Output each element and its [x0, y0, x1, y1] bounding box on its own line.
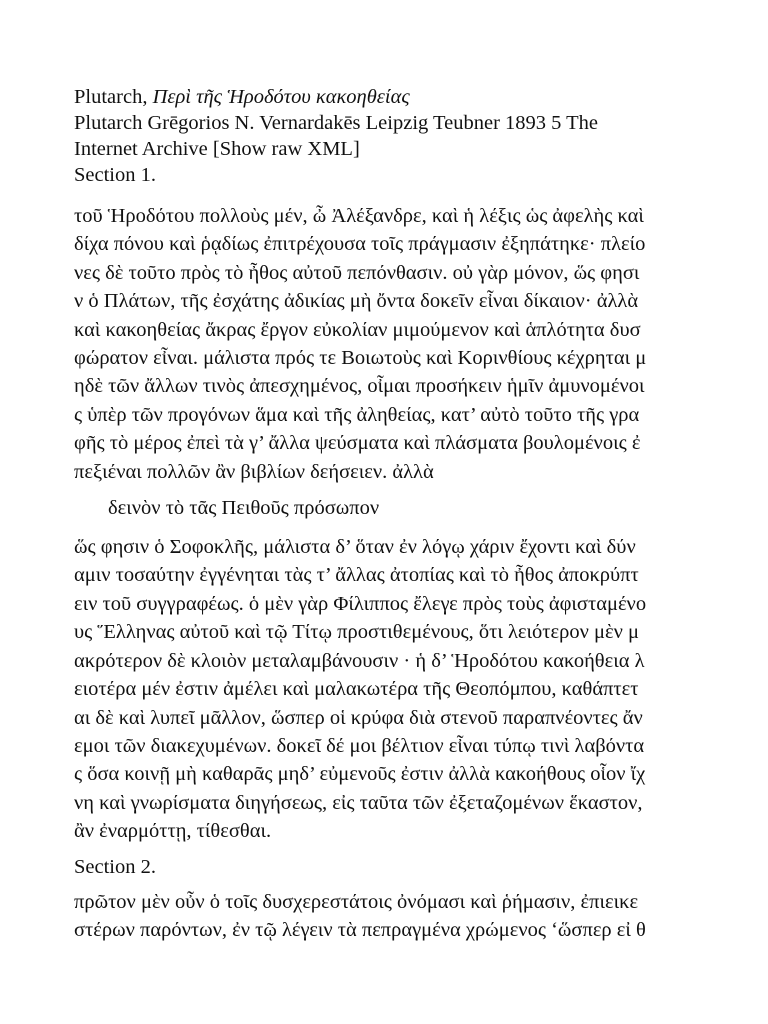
text-line: υς Ἕλληνας αὐτοῦ καὶ τῷ Τίτῳ προστιθεμένους, ὅτι λειότερον μὲν μ	[74, 621, 640, 644]
text-line: ς ὑπὲρ τῶν προγόνων ἅμα καὶ τῆς ἀληθείας, κατ’ αὐτὸ τοῦτο τῆς γρα	[74, 403, 640, 426]
text-line: φώρατον εἶναι. μάλιστα πρός τε Βοιωτοὺς καὶ Κορινθίους κέχρηται μ	[74, 347, 647, 370]
document-title	[74, 84, 754, 110]
text-line: ς ὅσα κοινῇ μὴ καθαρᾶς μηδ’ εὐμενοῦς ἐστιν ἀλλὰ κακοήθους οἷον ἴχ	[74, 763, 646, 786]
text-line: εμοι τῶν διακεχυμένων. δοκεῖ δέ μοι βέλτιον εἶναι τύπῳ τινὶ λαβόντα	[74, 734, 645, 757]
text-line: ηδὲ τῶν ἄλλων τινὸς ἀπεσχημένος, οἶμαι προσήκειν ἡμῖν ἀμυνομένοι	[74, 375, 645, 398]
citation-line-2: Internet Archive [Show raw XML]	[74, 138, 360, 160]
text-line: νη καὶ γνωρίσματα διηγήσεως, εἰς ταῦτα τῶν ἐξεταζομένων ἕκαστον,	[74, 791, 643, 814]
text-line: ἂν ἐναρμόττῃ, τίθεσθαι.	[74, 820, 272, 843]
text-line: καὶ κακοηθείας ἄκρας ἔργον εὐκολίαν μιμούμενον καὶ ἁπλότητα δυσ	[74, 318, 641, 341]
section-1-heading: Section 1.	[74, 164, 156, 186]
section-1-paragraph-1	[74, 202, 754, 486]
section-2-heading: Section 2.	[74, 855, 156, 878]
text-line: στέρων παρόντων, ἐν τῷ λέγειν τὰ πεπραγμένα χρώμενος ‘ὥσπερ εἰ θ	[74, 918, 646, 941]
text-line: ειοτέρα μέν ἐστιν ἀμέλει καὶ μαλακωτέρα τῆς Θεοπόμπου, καθάπτετ	[74, 678, 639, 701]
verse-quotation: δεινὸν τὸ τᾶς Πειθοῦς πρόσωπον	[108, 497, 380, 520]
text-line: αι δὲ καὶ λυπεῖ μᾶλλον, ὥσπερ οἱ κρύφα διὰ στενοῦ παραπνέοντες ἄν	[74, 706, 643, 729]
text-line: δίχα πόνου καὶ ῥᾳδίως ἐπιτρέχουσα τοῖς πράγμασιν ἐξηπάτηκε· πλείο	[74, 233, 646, 256]
text-line: νες δὲ τοῦτο πρὸς τὸ ἦθος αὐτοῦ πεπόνθασιν. οὐ γὰρ μόνον, ὥς φησι	[74, 261, 640, 284]
text-line: τοῦ Ἡροδότου πολλοὺς μέν, ὦ Ἀλέξανδρε, καὶ ἡ λέξις ὡς ἀφελὴς καὶ	[74, 205, 644, 227]
text-line: ακρότερον δὲ κλοιὸν μεταλαμβάνουσιν · ἡ δ’ Ἡροδότου κακοήθεια λ	[74, 649, 645, 672]
text-line: αμιν τοσαύτην ἐγγένηται τὰς τ’ ἄλλας ἀτοπίας καὶ τὸ ἦθος ἀποκρύπτ	[74, 564, 639, 587]
document-page	[74, 84, 754, 944]
section-2-paragraph-1	[74, 888, 754, 945]
citation-line-1: Plutarch Grēgorios N. Vernardakēs Leipzig Teubner 1893 5 The	[74, 112, 599, 134]
text-line: ὥς φησιν ὁ Σοφοκλῆς, μάλιστα δ’ ὅταν ἐν λόγῳ χάριν ἔχοντι καὶ δύν	[74, 536, 636, 559]
work-title: Περὶ τῆς Ἡροδότου κακοηθείας	[152, 86, 410, 108]
section-1-paragraph-2	[74, 533, 754, 845]
text-line: ν ὁ Πλάτων, τῆς ἐσχάτης ἀδικίας μὴ ὄντα δοκεῖν εἶναι δίκαιον· ἀλλὰ	[74, 290, 639, 313]
text-line: πεξιέναι πολλῶν ἂν βιβλίων δεήσειεν. ἀλλὰ	[74, 460, 434, 483]
text-line: ειν τοῦ συγγραφέως. ὁ μὲν γὰρ Φίλιππος ἔλεγε πρὸς τοὺς ἀφισταμένο	[74, 592, 647, 615]
author-name: Plutarch,	[74, 86, 153, 108]
text-line: φῆς τὸ μέρος ἐπεὶ τὰ γ’ ἄλλα ψεύσματα καὶ πλάσματα βουλομένοις ἐ	[74, 432, 641, 455]
text-line: πρῶτον μὲν οὖν ὁ τοῖς δυσχερεστάτοις ὀνόμασι καὶ ῥήμασιν, ἐπιεικε	[74, 890, 639, 913]
